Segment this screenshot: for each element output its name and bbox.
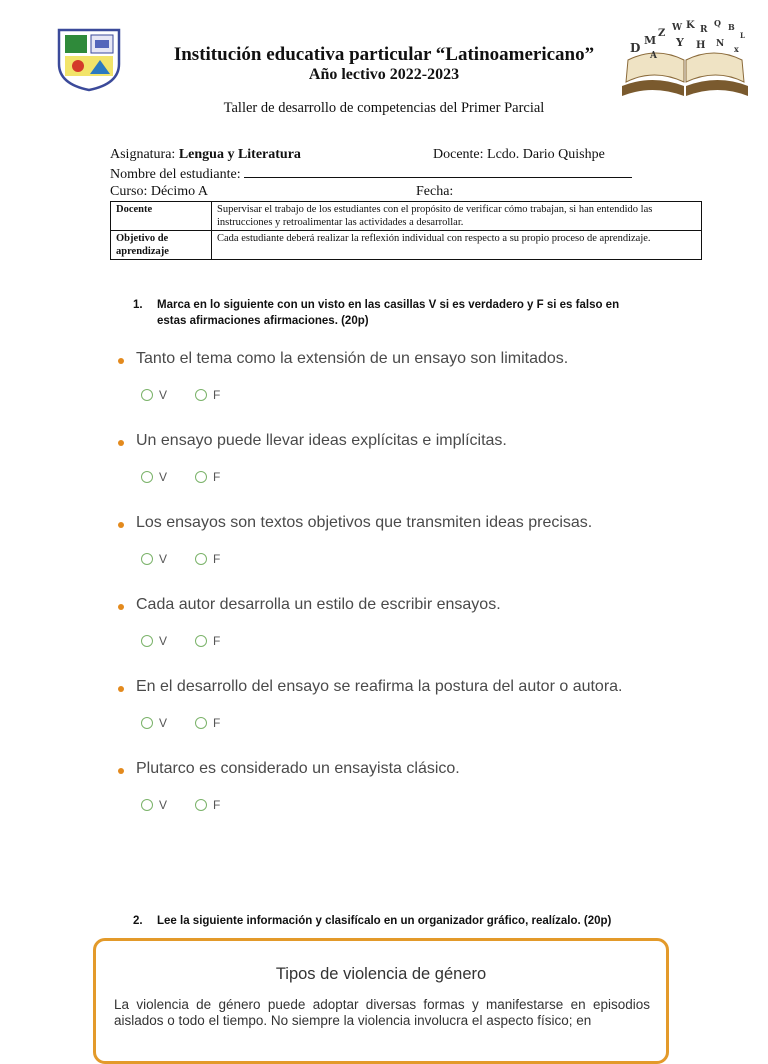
student-name-label: Nombre del estudiante: (110, 167, 241, 182)
radio-true[interactable]: V (141, 552, 167, 566)
table-key-objective: Objetivo de aprendizaje (111, 231, 212, 260)
subject-label: Asignatura: (110, 147, 176, 162)
radio-circle-icon[interactable] (195, 471, 207, 483)
student-name-field[interactable] (244, 165, 632, 178)
subject-row (110, 147, 301, 163)
statement-text: Un ensayo puede llevar ideas explícitas e implícitas. (136, 432, 507, 449)
svg-text:W: W (672, 23, 683, 33)
course-label: Curso: (110, 184, 148, 199)
radio-true[interactable]: V (141, 798, 167, 812)
workshop-title: Taller de desarrollo de competencias del Primer Parcial (223, 100, 545, 116)
table-row (111, 202, 702, 231)
course-value: Décimo A (150, 184, 208, 199)
radio-false[interactable]: F (195, 388, 220, 402)
statement-text: En el desarrollo del ensayo se reafirma la postura del autor o autora. (136, 678, 623, 695)
info-box-title: Tipos de violencia de género (275, 965, 487, 983)
institution-title: Institución educativa particular “Latinoamericano” (173, 44, 595, 65)
bullet-icon (118, 440, 124, 446)
radio-circle-icon[interactable] (141, 799, 153, 811)
school-year: Año lectivo 2022-2023 (308, 66, 460, 83)
svg-text:Y: Y (676, 36, 684, 49)
gender-violence-info-box (93, 938, 669, 1064)
radio-circle-icon[interactable] (195, 799, 207, 811)
radio-true[interactable]: V (141, 388, 167, 402)
radio-circle-icon[interactable] (195, 553, 207, 565)
radio-circle-icon[interactable] (141, 553, 153, 565)
question-1-text: Marca en lo siguiente con un visto en las casillas V si es verdadero y F si es falso en estas afirmaciones afirmaciones. (20p) (157, 299, 620, 327)
statement-text: Los ensayos son textos objetivos que transmiten ideas precisas. (136, 514, 593, 531)
svg-text:B: B (728, 22, 735, 32)
info-box-text: La violencia de género puede adoptar diversas formas y manifestarse en episodios aislados o todo el tiempo. No siempre la violencia involucra el aspecto físico; en (114, 997, 650, 1028)
radio-false[interactable]: F (195, 634, 220, 648)
radio-circle-icon[interactable] (141, 635, 153, 647)
svg-text:K: K (686, 20, 695, 31)
svg-text:H: H (696, 40, 706, 51)
table-value-objective: Cada estudiante deberá realizar la reflexión individual con respecto a su propio proceso de aprendizaje. (212, 231, 702, 260)
statement-text: Tanto el tema como la extensión de un ensayo son limitados. (136, 350, 569, 367)
radio-false[interactable]: F (195, 470, 220, 484)
statement-text: Plutarco es considerado un ensayista clásico. (136, 760, 460, 777)
teacher-value: Lcdo. Dario Quishpe (487, 147, 605, 162)
radio-true[interactable]: V (141, 470, 167, 484)
radio-circle-icon[interactable] (141, 471, 153, 483)
date-row (416, 184, 453, 200)
radio-false[interactable]: F (195, 798, 220, 812)
statement-text: Cada autor desarrolla un estilo de escribir ensayos. (136, 596, 501, 613)
svg-text:R: R (700, 25, 708, 35)
bullet-icon (118, 686, 124, 692)
svg-text:N: N (716, 39, 725, 49)
svg-text:M: M (644, 34, 657, 47)
svg-text:Z: Z (658, 28, 666, 39)
svg-text:Q: Q (714, 18, 721, 28)
table-row (111, 231, 702, 260)
subject-value: Lengua y Literatura (178, 147, 301, 162)
bullet-icon (118, 358, 124, 364)
course-row (110, 184, 208, 200)
radio-false[interactable]: F (195, 552, 220, 566)
radio-true[interactable]: V (141, 634, 167, 648)
table-key-teacher: Docente (111, 202, 212, 231)
date-label: Fecha: (416, 184, 454, 199)
radio-true[interactable]: V (141, 716, 167, 730)
bullet-icon (118, 522, 124, 528)
radio-circle-icon[interactable] (195, 635, 207, 647)
teacher-label: Docente: (433, 147, 484, 162)
bullet-icon (118, 604, 124, 610)
teacher-row (433, 147, 605, 163)
radio-circle-icon[interactable] (141, 389, 153, 401)
svg-text:x: x (734, 44, 739, 54)
table-value-teacher: Supervisar el trabajo de los estudiantes con el propósito de verificar cómo trabajan, si han entendido las instrucciones y retroalimentar las actividades a desarrollar. (212, 202, 702, 231)
svg-text:A: A (650, 51, 657, 61)
question-2-number: 2. (133, 915, 143, 927)
radio-false[interactable]: F (195, 716, 220, 730)
svg-text:L: L (740, 31, 745, 40)
svg-text:D: D (630, 41, 641, 55)
question-2-text: Lee la siguiente información y clasifícalo en un organizador gráfico, realízalo. (20p) (157, 915, 612, 927)
radio-circle-icon[interactable] (195, 717, 207, 729)
student-name-row (110, 165, 632, 183)
question-1-number: 1. (133, 299, 143, 311)
bullet-icon (118, 768, 124, 774)
radio-circle-icon[interactable] (141, 717, 153, 729)
radio-circle-icon[interactable] (195, 389, 207, 401)
objectives-table (110, 201, 702, 260)
